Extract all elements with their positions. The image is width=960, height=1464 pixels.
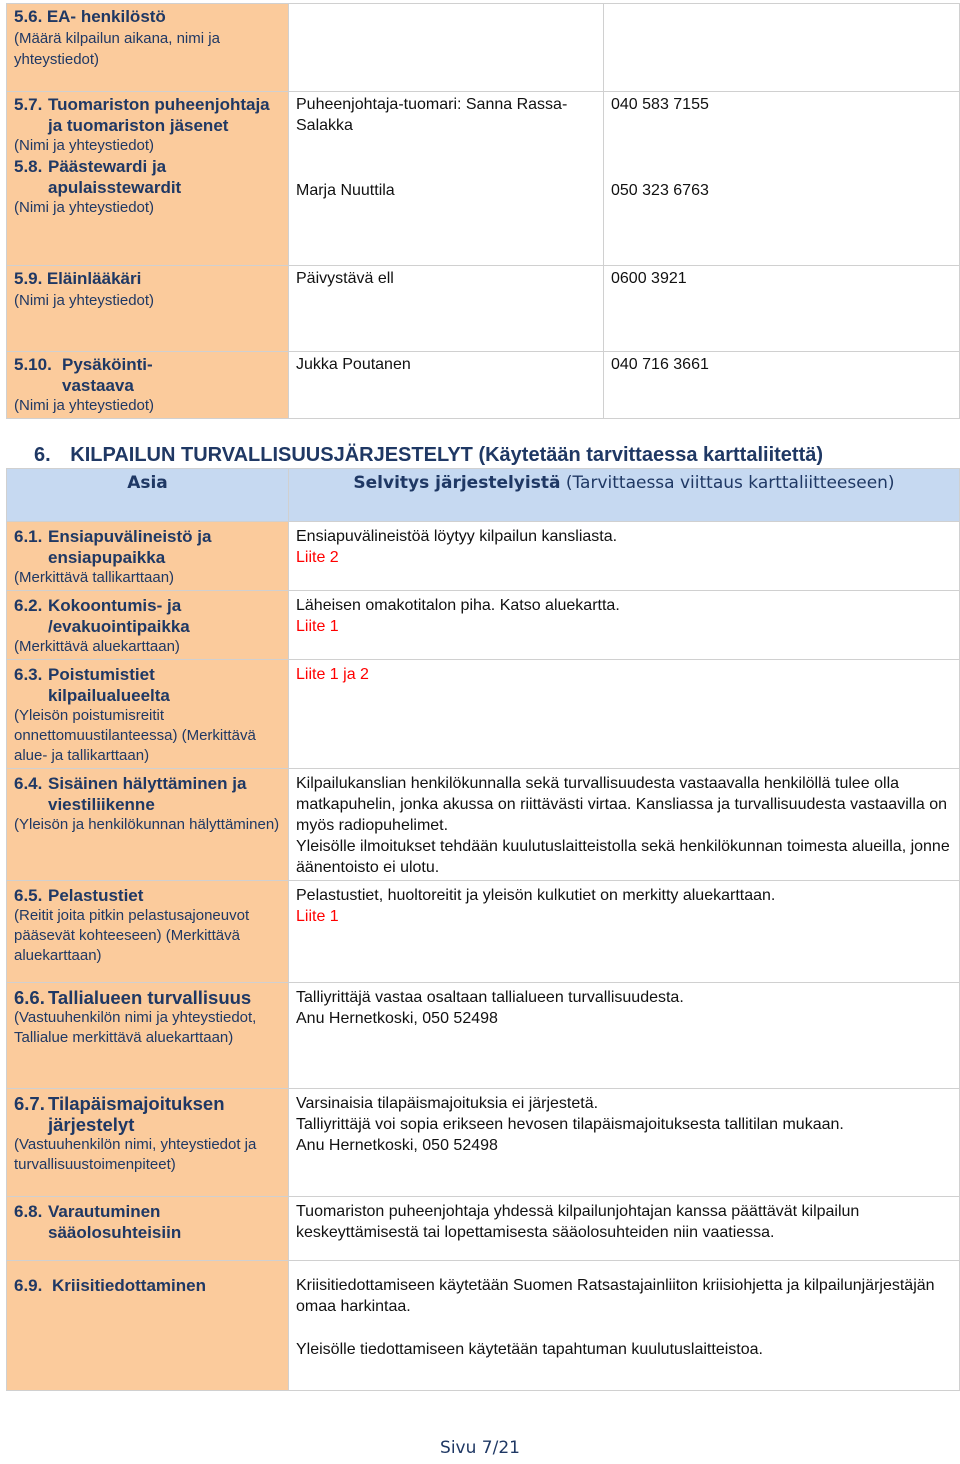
- item-number: 6.2.: [14, 596, 43, 615]
- description-text: Yleisölle ilmoitukset tehdään kuulutuslaitteistolla sekä henkilökunnan toimesta alueilla, jonne äänentoisto ei ulotu.: [296, 838, 950, 876]
- item-title: Tilapäismajoituksen järjestelyt: [48, 1093, 225, 1135]
- item-title: Eläinlääkäri: [46, 269, 142, 288]
- contact-phone: [604, 4, 960, 92]
- item-title: Päästewardi ja apulaisstewardit: [48, 157, 182, 197]
- section-number: 6.: [34, 444, 51, 466]
- item-heading: [14, 526, 281, 568]
- row-description: [289, 881, 960, 983]
- safety-rows: [7, 522, 960, 1391]
- table-row: [7, 352, 960, 419]
- column-header-note: (Tarvittaessa viittaus karttaliitteeseen): [560, 473, 895, 493]
- attachment-reference: Liite 1: [296, 618, 339, 635]
- description-text: Kilpailukanslian henkilökunnalla sekä turvallisuudesta vastaavalla henkilöllä tulee olla matkapuhelin, jonka akussa on riittävästi virtaa. Kansliassa ja turvallisuudesta vastaavilla on myös radiopuhelimet.: [296, 775, 948, 834]
- row-label: [7, 660, 289, 769]
- row-label: [7, 1197, 289, 1261]
- contact-name: [289, 92, 604, 266]
- item-subtitle: (Vastuuhenkilön nimi, yhteystiedot ja turvallisuustoimenpiteet): [14, 1136, 257, 1173]
- page-number: [0, 1438, 960, 1458]
- column-header-asia: [7, 469, 289, 522]
- row-label: [7, 4, 289, 92]
- table-row: [7, 1261, 960, 1391]
- table-row: [7, 1089, 960, 1197]
- description-text: Anu Hernetkoski, 050 52498: [296, 1010, 498, 1027]
- row-label: [7, 983, 289, 1089]
- contacts-table: [6, 3, 960, 419]
- item-subtitle: (Nimi ja yhteystiedot): [14, 397, 155, 414]
- contact-name-text: Päivystävä ell: [296, 270, 394, 287]
- item-number: 6.8.: [14, 1202, 43, 1221]
- item-number: 6.9.: [14, 1276, 43, 1295]
- item-heading: [14, 885, 281, 906]
- description-text: Ensiapuvälineistöä löytyy kilpailun kansliasta.: [296, 528, 618, 545]
- row-label: [7, 92, 289, 266]
- row-label: [7, 1261, 289, 1391]
- row-description: [289, 769, 960, 881]
- item-title: Pysäköinti-vastaava: [62, 355, 153, 395]
- item-title: Ensiapuvälineistö ja ensiapupaikka: [48, 527, 212, 567]
- description-text: Pelastustiet, huoltoreitit ja yleisön kulkutiet on merkitty aluekarttaan.: [296, 887, 776, 904]
- contact-phone: [604, 92, 960, 266]
- item-number: 6.5.: [14, 886, 43, 905]
- item-heading: [14, 1201, 281, 1243]
- table-row: [7, 92, 960, 266]
- attachment-reference: Liite 2: [296, 549, 339, 566]
- item-subtitle: (Nimi ja yhteystiedot): [14, 199, 155, 216]
- table-header-row: [7, 469, 960, 522]
- item-heading: [14, 1093, 281, 1135]
- item-title: Poistumistiet kilpailualueelta: [48, 665, 170, 705]
- item-subtitle: (Yleisön poistumisreitit onnettomuustilanteessa) (Merkittävä alue- ja tallikarttaan): [14, 707, 256, 764]
- section-heading: [34, 444, 954, 467]
- row-description: [289, 660, 960, 769]
- item-number: 5.10.: [14, 355, 52, 374]
- column-header-text: Selvitys järjestelyistä: [353, 473, 561, 493]
- row-description: [289, 1089, 960, 1197]
- page-number-text: Sivu 7/21: [440, 1438, 520, 1458]
- item-number: 6.6.: [14, 987, 45, 1008]
- item-heading: [14, 664, 281, 706]
- item-heading: [14, 987, 281, 1008]
- table-row: [7, 881, 960, 983]
- contact-name: [289, 4, 604, 92]
- description-text: Talliyrittäjä vastaa osaltaan tallialueen turvallisuudesta.: [296, 989, 684, 1006]
- row-description: [289, 591, 960, 660]
- description-text: Tuomariston puheenjohtaja yhdessä kilpailunjohtajan kanssa päättävät kilpailun keskeyttämisestä tai lopettamisesta sääolosuhteiden niin vaatiessa.: [296, 1203, 860, 1241]
- safety-table: [6, 468, 960, 1391]
- description-text: Kriisitiedottamiseen käytetään Suomen Ratsastajainliiton kriisiohjetta ja kilpailunjärjestäjän omaa harkintaa.: [296, 1277, 935, 1315]
- description-text: Yleisölle tiedottamiseen käytetään tapahtuman kuulutuslaitteistoa.: [296, 1341, 763, 1358]
- item-number: 5.9.: [14, 269, 43, 288]
- item-title: Tuomariston puheenjohtaja ja tuomariston jäsenet: [48, 95, 270, 135]
- description-text: Talliyrittäjä voi sopia erikseen hevosen tilapäismajoituksesta tallitilan mukaan.: [296, 1116, 844, 1133]
- item-heading: [14, 1275, 281, 1296]
- item-subtitle: (Nimi ja yhteystiedot): [14, 137, 155, 154]
- contact-name: [289, 352, 604, 419]
- item-subtitle: (Määrä kilpailun aikana, nimi ja yhteystiedot): [14, 30, 220, 68]
- contact-phone: [604, 266, 960, 352]
- item-heading: [14, 156, 281, 198]
- table-row: [7, 266, 960, 352]
- item-heading: [14, 595, 281, 637]
- row-description: [289, 1261, 960, 1391]
- table-row: [7, 4, 960, 92]
- item-title: Tallialueen turvallisuus: [48, 987, 252, 1008]
- item-subtitle: (Merkittävä aluekarttaan): [14, 638, 180, 655]
- item-title: Kokoontumis- ja /evakuointipaikka: [48, 596, 190, 636]
- item-heading: [14, 773, 281, 815]
- item-number: 5.7.: [14, 95, 43, 114]
- contact-phone-text: 050 323 6763: [611, 182, 709, 199]
- contacts-table-block: [6, 3, 959, 419]
- table-row: [7, 660, 960, 769]
- description-text: Anu Hernetkoski, 050 52498: [296, 1137, 498, 1154]
- contact-phone-text: 040 716 3661: [611, 356, 709, 373]
- item-subtitle: (Vastuuhenkilön nimi ja yhteystiedot, Tallialue merkittävä aluekarttaan): [14, 1009, 257, 1046]
- item-heading: [14, 94, 281, 136]
- table-row: [7, 591, 960, 660]
- row-label: [7, 266, 289, 352]
- item-title: Varautuminen sääolosuhteisiin: [48, 1202, 182, 1242]
- row-label: [7, 1089, 289, 1197]
- table-row: [7, 522, 960, 591]
- row-label: [7, 769, 289, 881]
- item-title: Sisäinen hälyttäminen ja viestiliikenne: [48, 774, 247, 814]
- row-description: [289, 1197, 960, 1261]
- column-header-text: Asia: [127, 473, 168, 493]
- item-number: 5.6.: [14, 7, 43, 26]
- item-number: 5.8.: [14, 157, 43, 176]
- table-row: [7, 983, 960, 1089]
- contact-phone-text: 040 583 7155: [611, 96, 709, 113]
- contact-name-text: Jukka Poutanen: [296, 356, 411, 373]
- item-number: 6.1.: [14, 527, 43, 546]
- attachment-reference: Liite 1: [296, 908, 339, 925]
- row-label: [7, 352, 289, 419]
- safety-table-block: [6, 468, 959, 1391]
- column-header-selvitys: [289, 469, 960, 522]
- contact-name-text: Marja Nuuttila: [296, 182, 395, 199]
- item-subtitle: (Reitit joita pitkin pelastusajoneuvot pääsevät kohteeseen) (Merkittävä aluekarttaan): [14, 907, 250, 964]
- item-number: 6.3.: [14, 665, 43, 684]
- description-text: Läheisen omakotitalon piha. Katso aluekartta.: [296, 597, 620, 614]
- item-title: Pelastustiet: [48, 886, 144, 905]
- item-title: EA- henkilöstö: [46, 7, 166, 26]
- table-row: [7, 769, 960, 881]
- item-subtitle: (Merkittävä tallikarttaan): [14, 569, 175, 586]
- row-label: [7, 881, 289, 983]
- row-description: [289, 522, 960, 591]
- item-heading: [14, 354, 281, 396]
- contact-name: [289, 266, 604, 352]
- item-number: 6.4.: [14, 774, 43, 793]
- section-title: KILPAILUN TURVALLISUUSJÄRJESTELYT (Käytetään tarvittaessa karttaliitettä): [70, 444, 824, 466]
- contact-phone: [604, 352, 960, 419]
- row-description: [289, 983, 960, 1089]
- attachment-reference: Liite 1 ja 2: [296, 666, 369, 683]
- contact-name-text: Puheenjohtaja-tuomari: Sanna Rassa-Salakka: [296, 96, 568, 134]
- item-title: Kriisitiedottaminen: [52, 1276, 206, 1295]
- table-row: [7, 1197, 960, 1261]
- item-subtitle: (Nimi ja yhteystiedot): [14, 292, 155, 309]
- row-label: [7, 522, 289, 591]
- item-subtitle: (Yleisön ja henkilökunnan hälyttäminen): [14, 816, 280, 833]
- item-number: 6.7.: [14, 1093, 45, 1114]
- row-label: [7, 591, 289, 660]
- contact-phone-text: 0600 3921: [611, 270, 687, 287]
- description-text: Varsinaisia tilapäismajoituksia ei järjestetä.: [296, 1095, 599, 1112]
